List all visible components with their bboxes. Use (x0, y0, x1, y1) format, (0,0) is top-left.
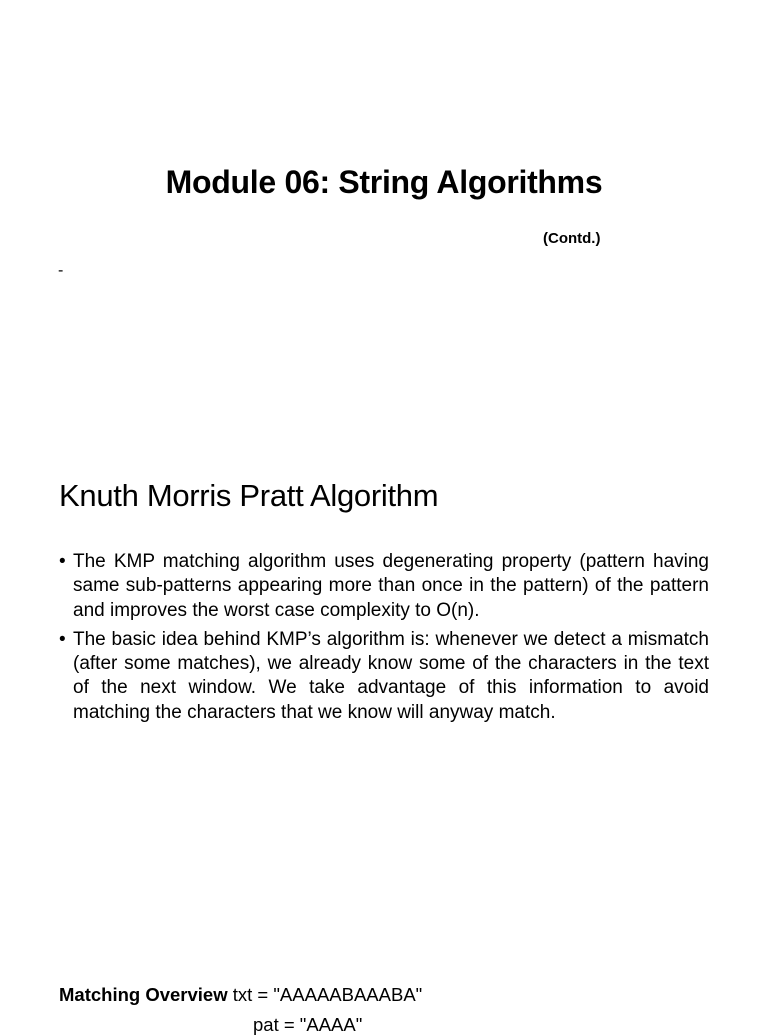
matching-overview-line (59, 984, 422, 1006)
matching-txt: txt = "AAAAABAAABA" (227, 984, 423, 1005)
slide-title: Module 06: String Algorithms (165, 164, 603, 200)
bullet-text: The basic idea behind KMP’s algorithm is: whenever we detect a mismatch (after some matches), we already know some of the characters in the text of the next window. We take advantage of this information to avoid matching the characters that we know will anyway match. (73, 628, 709, 723)
matching-pat: pat = "AAAA" (253, 1014, 363, 1035)
section-heading: Knuth Morris Pratt Algorithm (59, 478, 439, 513)
matching-overview-label: Matching Overview (59, 984, 228, 1005)
bullet-item (59, 628, 709, 725)
bullet-item (59, 550, 709, 623)
dash-mark: - (58, 262, 64, 279)
bullet-list (59, 550, 709, 730)
bullet-dot: • (59, 551, 66, 572)
contd-label: (Contd.) (543, 230, 601, 247)
bullet-dot: • (59, 628, 66, 650)
bullet-text: The KMP matching algorithm uses degenerating property (pattern having same sub-patterns appearing more than once in the pattern) of the pattern and improves the worst case complexity to O(n). (73, 551, 709, 621)
